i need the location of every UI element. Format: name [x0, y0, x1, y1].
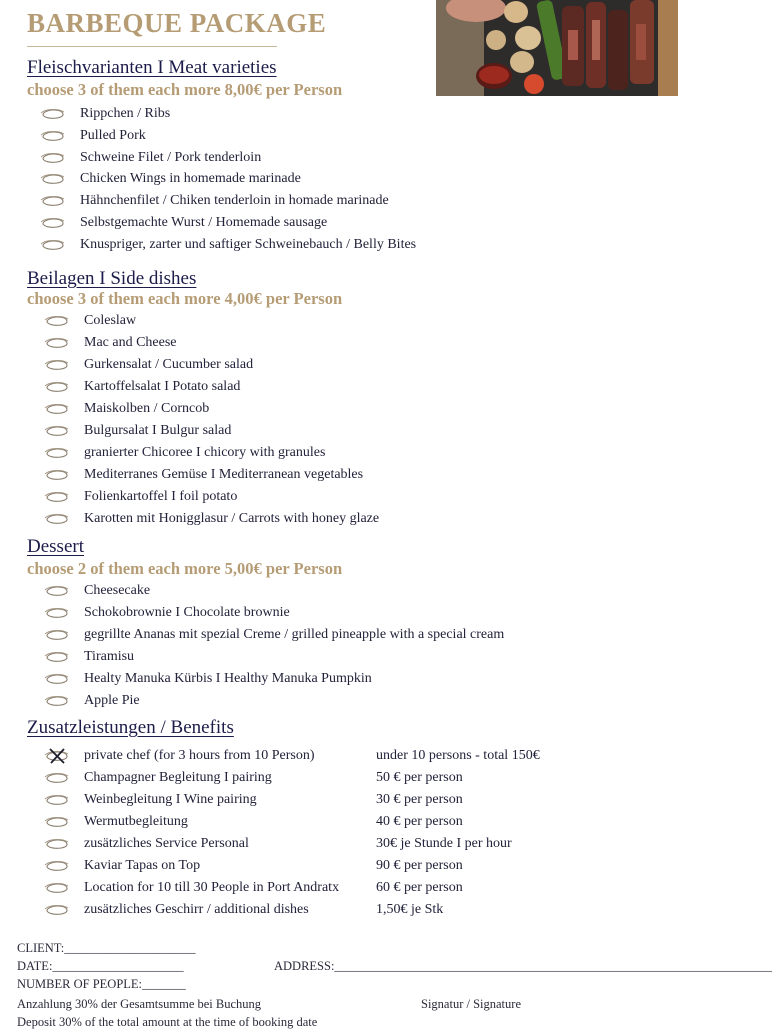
meat-item[interactable]	[40, 148, 600, 168]
benefits-item-label: Kaviar Tapas on Top	[84, 858, 201, 873]
meat-item[interactable]	[40, 104, 600, 124]
benefits-item[interactable]	[44, 856, 644, 876]
benefits-item[interactable]	[44, 900, 644, 920]
circle-icon[interactable]	[44, 445, 70, 461]
benefits-heading: Zusatzleistungen / Benefits	[27, 717, 234, 738]
benefits-item-price: 30 € per person	[376, 792, 463, 807]
meat-item[interactable]	[40, 191, 600, 211]
sides-item[interactable]	[44, 443, 604, 463]
circle-icon[interactable]	[40, 237, 66, 253]
deposit-note-en: Deposit 30% of the total amount at the time of booking date	[17, 1015, 318, 1029]
meat-item[interactable]	[40, 213, 600, 233]
circle-icon[interactable]	[40, 106, 66, 122]
meat-item[interactable]	[40, 126, 600, 146]
circle-icon[interactable]	[44, 313, 70, 329]
sides-item[interactable]	[44, 333, 604, 353]
benefits-item-price: 40 € per person	[376, 814, 463, 829]
client-field[interactable]: CLIENT:_____________________	[17, 941, 196, 955]
people-field[interactable]: NUMBER OF PEOPLE:_______	[17, 977, 186, 991]
sides-item-label: Karotten mit Honigglasur / Carrots with honey glaze	[84, 511, 380, 526]
dessert-item[interactable]	[44, 691, 604, 711]
circle-icon[interactable]	[44, 814, 70, 830]
circle-icon[interactable]	[44, 583, 70, 599]
circle-icon[interactable]	[44, 627, 70, 643]
dessert-item-label: gegrillte Ananas mit spezial Creme / grilled pineapple with a special cream	[84, 627, 505, 642]
circle-icon[interactable]	[44, 880, 70, 896]
benefits-item[interactable]	[44, 768, 644, 788]
benefits-item-label: Weinbegleitung I Wine pairing	[84, 792, 257, 807]
sides-item-label: Kartoffelsalat I Potato salad	[84, 379, 241, 394]
address-field[interactable]: ADDRESS:______________________________________________________________________	[274, 959, 772, 973]
meat-subheading: choose 3 of them each more 8,00€ per Person	[27, 80, 343, 99]
benefits-item-price: 1,50€ je Stk	[376, 902, 444, 917]
circle-icon[interactable]	[44, 401, 70, 417]
sides-subheading: choose 3 of them each more 4,00€ per Person	[27, 289, 343, 308]
circle-icon[interactable]	[44, 605, 70, 621]
benefits-item-label: zusätzliches Service Personal	[84, 836, 249, 851]
sides-item[interactable]	[44, 355, 604, 375]
circle-icon[interactable]	[44, 423, 70, 439]
meat-item-label: Knuspriger, zarter und saftiger Schweinebauch / Belly Bites	[80, 236, 417, 252]
dessert-item-label: Cheesecake	[84, 583, 151, 598]
sides-item-label: Mediterranes Gemüse I Mediterranean vegetables	[84, 467, 364, 482]
meat-item[interactable]	[40, 235, 600, 255]
circle-icon[interactable]	[44, 836, 70, 852]
meat-item-label: Pulled Pork	[80, 127, 146, 143]
sides-item[interactable]	[44, 487, 604, 507]
benefits-item-price: 50 € per person	[376, 770, 463, 785]
dessert-item[interactable]	[44, 669, 604, 689]
meat-item-label: Chicken Wings in homemade marinade	[80, 171, 301, 187]
dessert-subheading: choose 2 of them each more 5,00€ per Person	[27, 559, 343, 578]
circle-icon[interactable]	[44, 467, 70, 483]
circle-icon[interactable]	[44, 379, 70, 395]
signature-label: Signatur / Signature	[421, 997, 521, 1011]
title-divider	[27, 46, 277, 47]
circle-icon[interactable]	[44, 489, 70, 505]
circle-icon[interactable]	[40, 171, 66, 187]
circle-icon[interactable]	[44, 671, 70, 687]
meat-item-label: Selbstgemachte Wurst / Homemade sausage	[80, 215, 328, 230]
benefits-item-price: under 10 persons - total 150€	[376, 748, 540, 763]
circle-icon[interactable]	[44, 902, 70, 918]
sides-item[interactable]	[44, 509, 604, 529]
circle-icon[interactable]	[40, 215, 66, 231]
meat-item[interactable]	[40, 169, 600, 189]
bbq-photo-illustration	[436, 0, 678, 96]
circle-icon[interactable]	[44, 858, 70, 874]
sides-item-label: Maiskolben / Corncob	[84, 401, 210, 416]
dessert-heading: Dessert	[27, 536, 84, 557]
benefits-item[interactable]	[44, 878, 644, 898]
benefits-item-price: 60 € per person	[376, 880, 463, 895]
dessert-item[interactable]	[44, 625, 604, 645]
meat-item-label: Hähnchenfilet / Chiken tenderloin in homade marinade	[80, 193, 389, 209]
benefits-item[interactable]	[44, 790, 644, 810]
circle-icon[interactable]	[44, 770, 70, 786]
bbq-photo	[436, 0, 678, 96]
dessert-item-label: Tiramisu	[84, 649, 135, 664]
circle-icon[interactable]	[44, 511, 70, 527]
dessert-item-label: Apple Pie	[84, 693, 140, 708]
circle-icon[interactable]	[44, 792, 70, 808]
checked-circle-icon[interactable]	[44, 748, 70, 764]
meat-item-label: Schweine Filet / Pork tenderloin	[80, 149, 262, 165]
benefits-item-label: Wermutbegleitung	[84, 814, 188, 829]
sides-heading: Beilagen I Side dishes	[27, 268, 197, 289]
benefits-item-price: 90 € per person	[376, 858, 463, 873]
circle-icon[interactable]	[40, 193, 66, 209]
page-title: BARBEQUE PACKAGE	[27, 8, 327, 38]
sides-item-label: granierter Chicoree I chicory with granules	[84, 445, 326, 460]
circle-icon[interactable]	[44, 693, 70, 709]
sides-item-label: Coleslaw	[84, 313, 137, 328]
sides-item-label: Gurkensalat / Cucumber salad	[84, 357, 254, 372]
sides-item[interactable]	[44, 465, 604, 485]
sides-item-label: Mac and Cheese	[84, 335, 177, 350]
sides-item[interactable]	[44, 421, 604, 441]
circle-icon[interactable]	[40, 150, 66, 166]
dessert-item[interactable]	[44, 647, 604, 667]
benefits-item-label: zusätzliches Geschirr / additional dishes	[84, 902, 309, 917]
benefits-item[interactable]	[44, 834, 644, 854]
dessert-item[interactable]	[44, 603, 604, 623]
sides-item-label: Bulgursalat I Bulgur salad	[84, 423, 232, 438]
circle-icon[interactable]	[44, 357, 70, 373]
benefits-item[interactable]	[44, 746, 644, 766]
date-field[interactable]: DATE:_____________________	[17, 959, 184, 973]
meat-item-label: Rippchen / Ribs	[80, 106, 171, 121]
sides-item[interactable]	[44, 311, 604, 331]
dessert-item-label: Schokobrownie I Chocolate brownie	[84, 605, 290, 620]
benefits-item-price: 30€ je Stunde I per hour	[376, 836, 512, 851]
sides-item-label: Folienkartoffel I foil potato	[84, 489, 238, 504]
benefits-item-label: Champagner Begleitung I pairing	[84, 770, 272, 785]
circle-icon[interactable]	[44, 649, 70, 665]
meat-heading: Fleischvarianten I Meat varieties	[27, 57, 277, 78]
sides-item[interactable]	[44, 399, 604, 419]
dessert-item-label: Healty Manuka Kürbis I Healthy Manuka Pumpkin	[84, 671, 372, 686]
dessert-item[interactable]	[44, 581, 604, 601]
sides-item[interactable]	[44, 377, 604, 397]
circle-icon[interactable]	[40, 128, 66, 144]
benefits-item[interactable]	[44, 812, 644, 832]
benefits-item-label: private chef (for 3 hours from 10 Person)	[84, 748, 315, 763]
circle-icon[interactable]	[44, 335, 70, 351]
deposit-note-de: Anzahlung 30% der Gesamtsumme bei Buchung	[17, 997, 262, 1011]
benefits-item-label: Location for 10 till 30 People in Port Andratx	[84, 880, 340, 895]
